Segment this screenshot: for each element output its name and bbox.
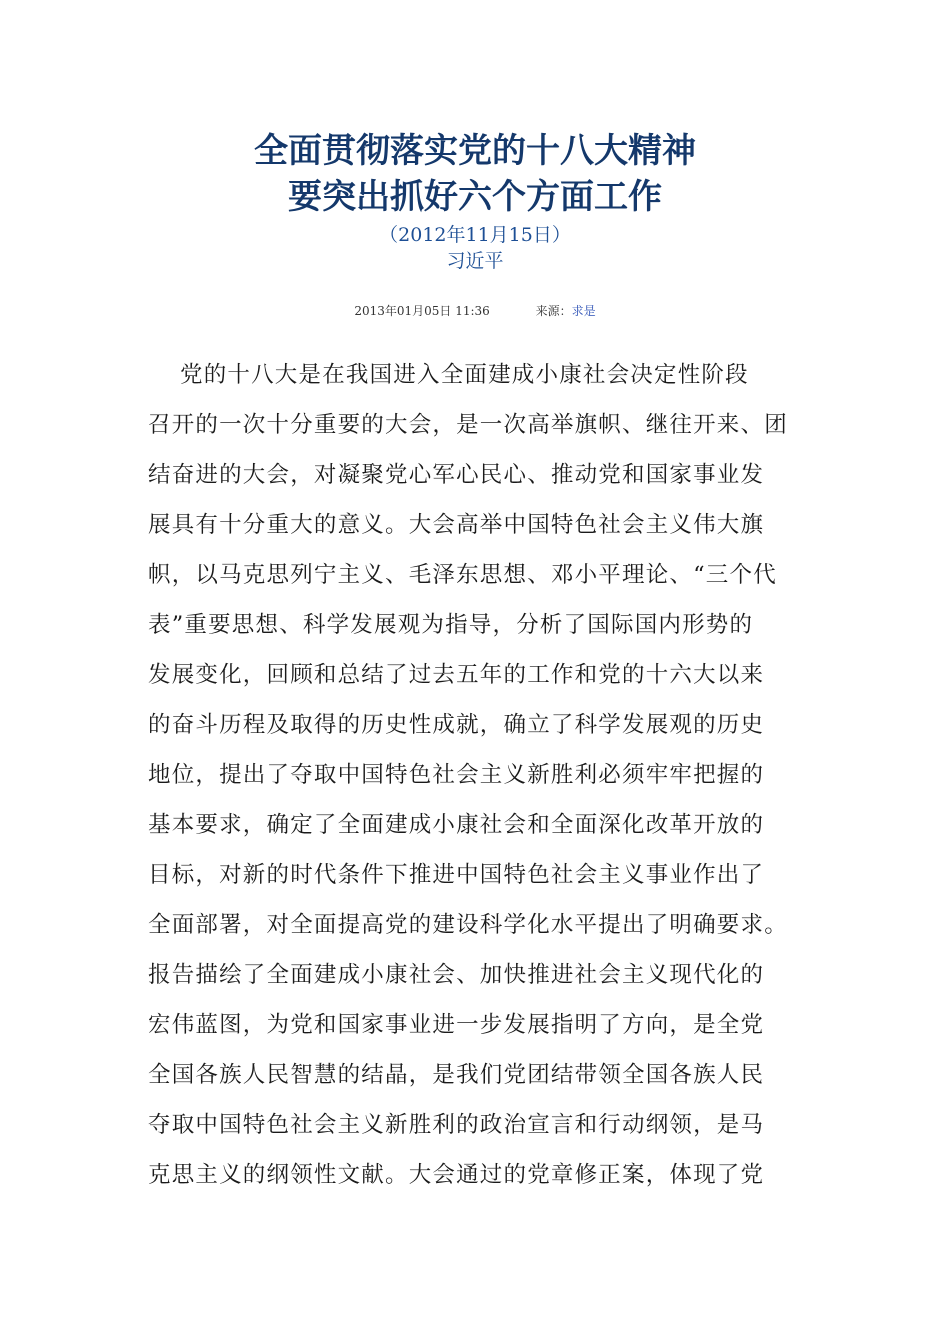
body-line: 展具有十分重大的意义。大会高举中国特色社会主义伟大旗 — [148, 512, 765, 538]
body-line: 克思主义的纲领性文献。大会通过的党章修正案，体现了党 — [148, 1162, 765, 1188]
article-author: 习近平 — [446, 250, 504, 272]
publish-timestamp: 2013年01月05日 11:36 — [354, 304, 490, 318]
article-date: （2012年11月15日） — [379, 224, 571, 246]
body-line: 发展变化，回顾和总结了过去五年的工作和党的十六大以来 — [148, 662, 765, 688]
article-title-line-1: 全面贯彻落实党的十八大精神 — [254, 131, 696, 171]
body-line: 党的十八大是在我国进入全面建成小康社会决定性阶段 — [180, 362, 749, 388]
article-header — [0, 128, 950, 274]
source-link[interactable]: 求是 — [571, 304, 596, 318]
body-line: 宏伟蓝图，为党和国家事业进一步发展指明了方向，是全党 — [148, 1012, 765, 1038]
body-line: 基本要求，确定了全面建成小康社会和全面深化改革开放的 — [148, 812, 765, 838]
source-label: 来源： — [535, 304, 572, 318]
body-line: 的奋斗历程及取得的历史性成就，确立了科学发展观的历史 — [148, 712, 765, 738]
body-line: 全面部署，对全面提高党的建设科学化水平提出了明确要求。 — [148, 912, 788, 938]
body-line: 地位，提出了夺取中国特色社会主义新胜利必须牢牢把握的 — [148, 762, 765, 788]
body-line: 报告描绘了全面建成小康社会、加快推进社会主义现代化的 — [148, 962, 765, 988]
body-line: 结奋进的大会，对凝聚党心军心民心、推动党和国家事业发 — [148, 462, 765, 488]
article-title-line-2: 要突出抓好六个方面工作 — [288, 177, 662, 217]
body-line: 夺取中国特色社会主义新胜利的政治宣言和行动纲领，是马 — [148, 1112, 765, 1138]
body-line: 目标，对新的时代条件下推进中国特色社会主义事业作出了 — [148, 862, 765, 888]
body-line: 表”重要思想、科学发展观为指导，分析了国际国内形势的 — [148, 612, 754, 638]
body-line: 召开的一次十分重要的大会，是一次高举旗帜、继往开来、团 — [148, 412, 788, 438]
body-line: 全国各族人民智慧的结晶，是我们党团结带领全国各族人民 — [148, 1062, 765, 1088]
body-line: 帜，以马克思列宁主义、毛泽东思想、邓小平理论、“三个代 — [148, 562, 777, 588]
article-meta — [0, 302, 950, 320]
article-body — [148, 350, 810, 1200]
